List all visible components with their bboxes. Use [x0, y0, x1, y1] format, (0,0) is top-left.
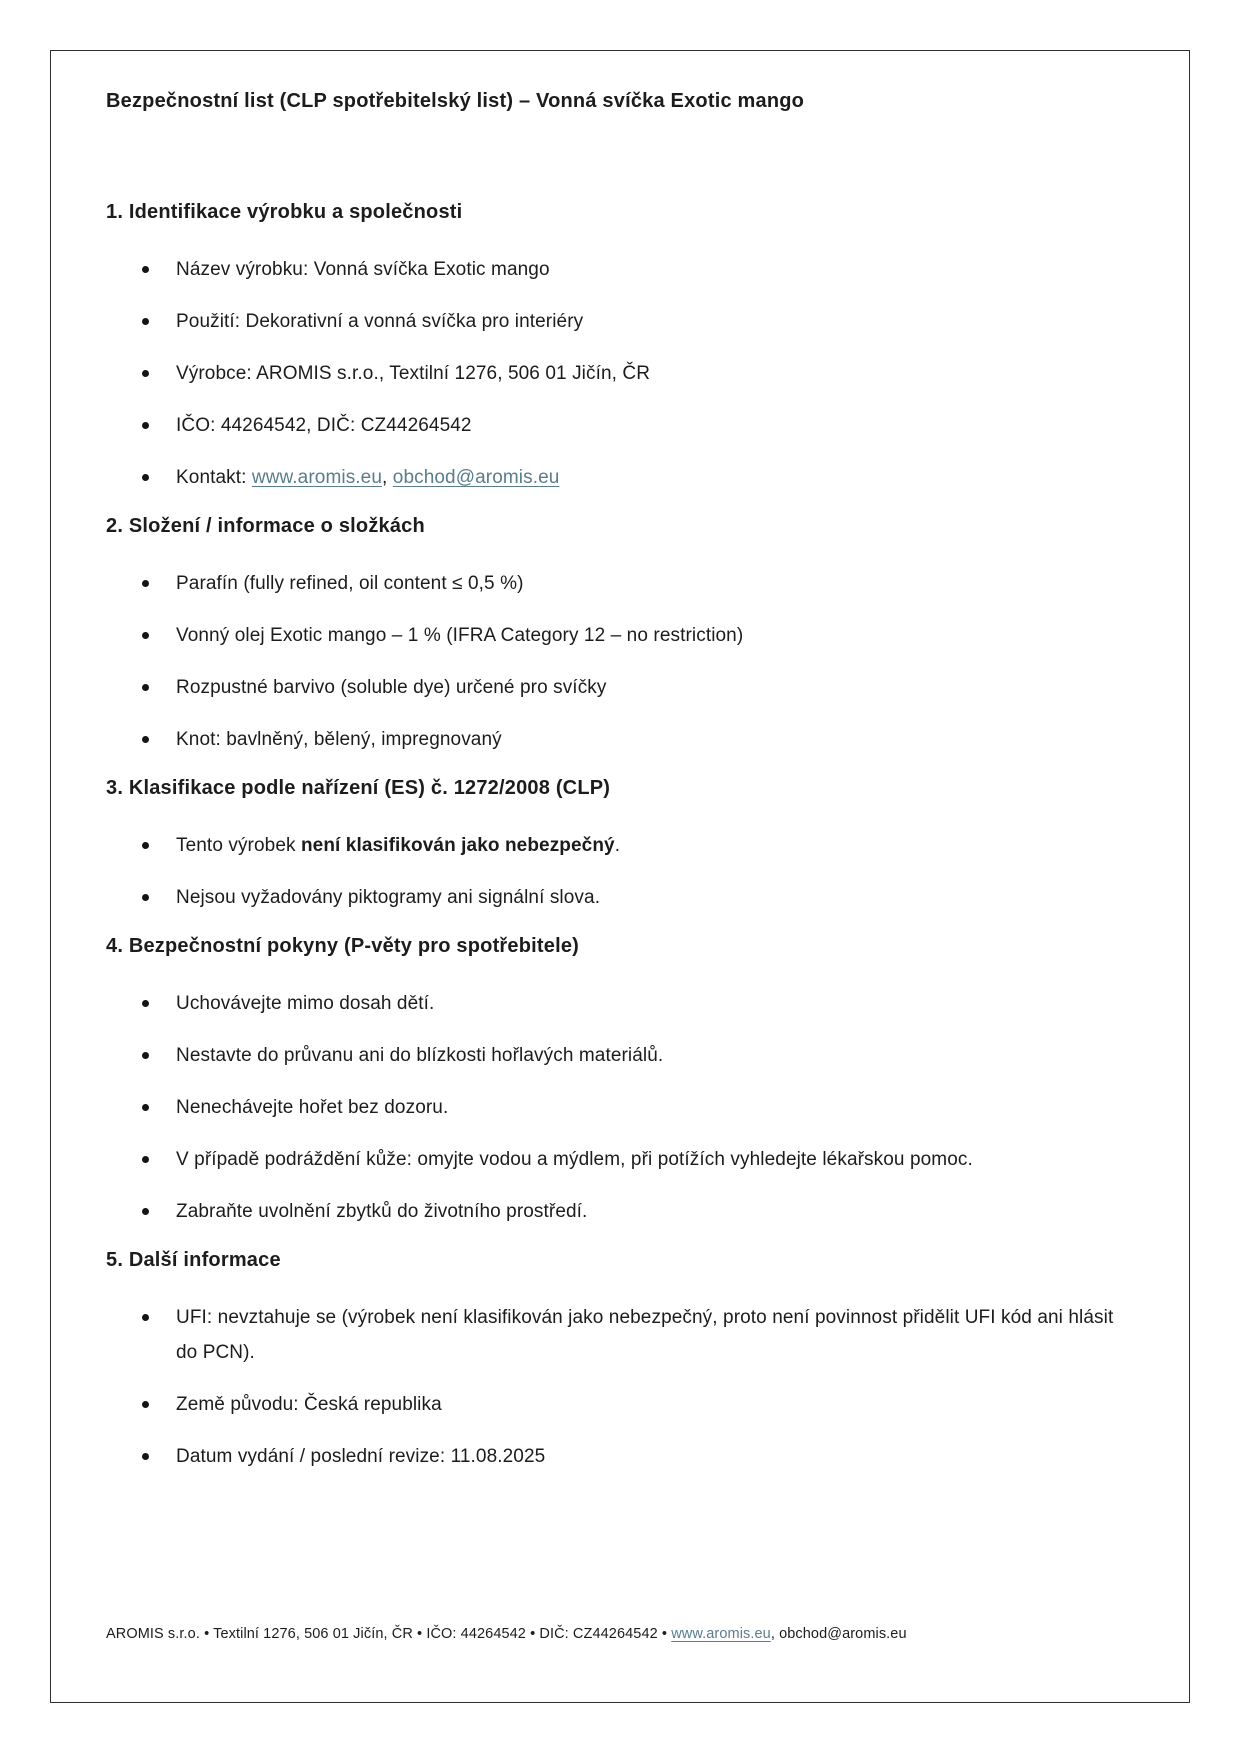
section-heading-classification: 3. Klasifikace podle nařízení (ES) č. 1272/2008 (CLP) [106, 777, 611, 799]
section-heading-composition: 2. Složení / informace o složkách [106, 515, 425, 537]
list-item: Použití: Dekorativní a vonná svíčka pro interiéry [106, 304, 1137, 339]
list-item: Rozpustné barvivo (soluble dye) určené pro svíčky [106, 670, 1137, 705]
page-footer [106, 1624, 1137, 1644]
footer-email-text: , obchod@aromis.eu [770, 1626, 907, 1642]
list-item: Knot: bavlněný, bělený, impregnovaný [106, 722, 1137, 757]
list-item: Nejsou vyžadovány piktogramy ani signální slova. [106, 880, 1137, 915]
list-item: V případě podráždění kůže: omyjte vodou a mýdlem, při potížích vyhledejte lékařskou pomoc. [106, 1142, 1137, 1177]
list-item: Nenechávejte hořet bez dozoru. [106, 1090, 1137, 1125]
list-item: IČO: 44264542, DIČ: CZ44264542 [106, 408, 1137, 443]
contact-separator: , [382, 467, 393, 488]
document-page [50, 50, 1190, 1703]
website-link[interactable]: www.aromis.eu [251, 467, 383, 488]
classification-bold-text: není klasifikován jako nebezpečný [300, 835, 615, 856]
list-item-classification [106, 828, 1137, 863]
list-item-contact [106, 460, 1137, 495]
list-item: Zabraňte uvolnění zbytků do životního prostředí. [106, 1194, 1137, 1229]
list-item: Název výrobku: Vonná svíčka Exotic mango [106, 252, 1137, 287]
list-item: Parafín (fully refined, oil content ≤ 0,5 %) [106, 566, 1137, 601]
list-item: Datum vydání / poslední revize: 11.08.2025 [106, 1439, 1137, 1474]
list-item: Uchovávejte mimo dosah dětí. [106, 986, 1137, 1021]
section-4-list [106, 986, 1137, 1229]
footer-website-link[interactable]: www.aromis.eu [671, 1626, 771, 1642]
contact-label: Kontakt: [176, 467, 252, 488]
footer-company-info: AROMIS s.r.o. • Textilní 1276, 506 01 Jičín, ČR • IČO: 44264542 • DIČ: CZ44264542 • [106, 1626, 672, 1642]
section-heading-other-information: 5. Další informace [106, 1249, 281, 1271]
list-item: Vonný olej Exotic mango – 1 % (IFRA Category 12 – no restriction) [106, 618, 1137, 653]
list-item: Výrobce: AROMIS s.r.o., Textilní 1276, 506 01 Jičín, ČR [106, 356, 1137, 391]
classification-prefix: Tento výrobek [176, 835, 301, 856]
section-heading-identification: 1. Identifikace výrobku a společnosti [106, 201, 463, 223]
list-item: Nestavte do průvanu ani do blízkosti hořlavých materiálů. [106, 1038, 1137, 1073]
classification-suffix: . [614, 835, 621, 856]
list-item: UFI: nevztahuje se (výrobek není klasifikován jako nebezpečný, proto není povinnost přidělit UFI kód ani hlásit do PCN). [106, 1300, 1137, 1370]
list-item: Země původu: Česká republika [106, 1387, 1137, 1422]
email-link[interactable]: obchod@aromis.eu [392, 467, 560, 488]
document-title: Bezpečnostní list (CLP spotřebitelský list) – Vonná svíčka Exotic mango [106, 90, 805, 112]
section-5-list [106, 1300, 1137, 1474]
section-3-list [106, 828, 1137, 915]
section-heading-safety-instructions: 4. Bezpečnostní pokyny (P-věty pro spotřebitele) [106, 935, 580, 957]
section-1-list [106, 252, 1137, 495]
section-2-list [106, 566, 1137, 757]
